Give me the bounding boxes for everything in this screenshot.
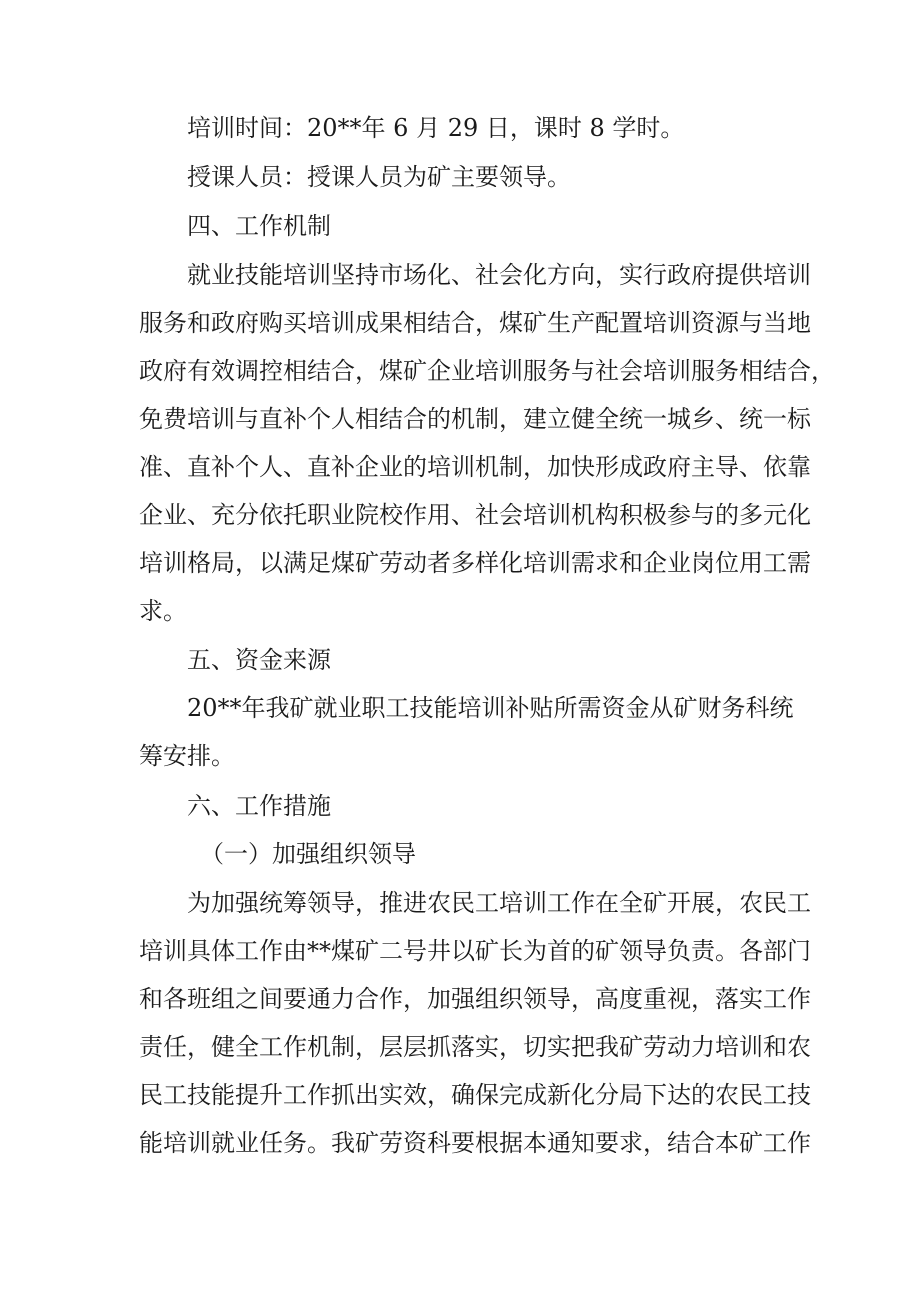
paragraph-line: 民工技能提升工作抓出实效，确保完成新化分局下达的农民工技 — [139, 1081, 811, 1109]
paragraph-line: 为加强统筹领导，推进农民工培训工作在全矿开展，农民工 — [187, 889, 811, 917]
paragraph-line: 培训具体工作由**煤矿二号井以矿长为首的矿领导负责。各部门 — [139, 937, 811, 965]
section-heading-six: 六、工作措施 — [187, 792, 331, 820]
paragraph-line: 责任，健全工作机制，层层抓落实，切实把我矿劳动力培训和农 — [139, 1033, 811, 1061]
paragraph-line: 免费培训与直补个人相结合的机制，建立健全统一城乡、统一标 — [139, 405, 811, 433]
paragraph-line: 筹安排。 — [139, 742, 235, 770]
section-heading-five: 五、资金来源 — [187, 646, 331, 674]
paragraph-line: 培训格局，以满足煤矿劳动者多样化培训需求和企业岗位用工需 — [139, 549, 811, 577]
instructor-line: 授课人员：授课人员为矿主要领导。 — [187, 163, 571, 191]
paragraph-line: 能培训就业任务。我矿劳资科要根据本通知要求，结合本矿工作 — [139, 1129, 811, 1157]
paragraph-line: 企业、充分依托职业院校作用、社会培训机构积极参与的多元化 — [139, 501, 811, 529]
paragraph-line: 准、直补个人、直补企业的培训机制，加快形成政府主导、依靠 — [139, 453, 811, 481]
training-time-line: 培训时间：20**年 6 月 29 日，课时 8 学时。 — [187, 114, 685, 142]
paragraph-line: 就业技能培训坚持市场化、社会化方向，实行政府提供培训 — [187, 261, 811, 289]
paragraph-line: 和各班组之间要通力合作，加强组织领导，高度重视，落实工作 — [139, 985, 811, 1013]
paragraph-line: 20**年我矿就业职工技能培训补贴所需资金从矿财务科统 — [187, 694, 794, 722]
paragraph-line: 服务和政府购买培训成果相结合，煤矿生产配置培训资源与当地 — [139, 309, 811, 337]
subheading-one: （一）加强组织领导 — [200, 840, 416, 868]
paragraph-line: 政府有效调控相结合，煤矿企业培训服务与社会培训服务相结合， — [139, 357, 835, 385]
section-heading-four: 四、工作机制 — [187, 212, 331, 240]
paragraph-line: 求。 — [139, 597, 187, 625]
